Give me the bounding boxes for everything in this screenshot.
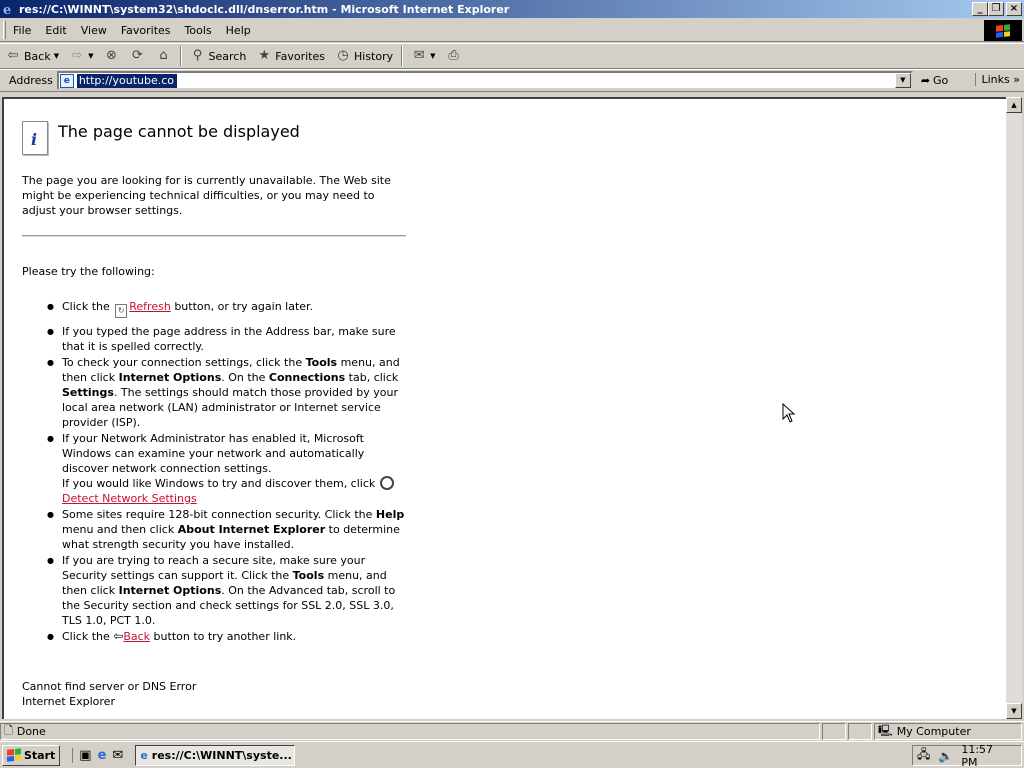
stop-icon: ⊗ [106,48,117,63]
menu-tools[interactable]: Tools [184,23,212,37]
computer-icon: 🖳 [878,723,893,737]
item-text: Click the [62,300,110,313]
security-zone [874,723,1022,740]
list-item [22,324,412,354]
outlook-express-icon[interactable]: ✉ [112,747,124,763]
address-field[interactable] [57,71,913,90]
try-heading: Please try the following: [22,265,155,278]
mouse-cursor-icon [782,403,796,423]
windows-flag-icon [7,748,21,761]
favorites-icon: ★ [258,48,271,63]
ie-icon: e [140,748,148,762]
show-desktop-icon[interactable]: ▣ [79,747,92,763]
detect-network-icon [380,476,394,490]
list-item [22,355,412,430]
forward-dropdown-icon[interactable]: ▼ [88,52,94,60]
go-button[interactable] [921,74,948,87]
item-text: Click the [62,630,110,643]
divider [22,235,406,237]
task-label: res://C:\WINNT\syste... [151,748,292,762]
list-item [22,629,412,644]
back-arrow-icon: ⇦ [113,629,124,643]
home-icon: ⌂ [159,48,168,63]
restore-button[interactable]: ❐ [988,2,1004,16]
list-item [22,507,412,552]
info-icon: i [22,121,48,155]
clock[interactable]: 11:57 PM [961,742,994,768]
item-text: to determine what strength security you have installed. [62,523,400,551]
ie-icon [2,2,16,16]
menu-view[interactable]: View [80,23,107,37]
item-bold: About Internet Explorer [177,523,326,536]
refresh-link[interactable]: Refresh [129,300,171,313]
print-button[interactable] [441,45,467,67]
title-bar [0,0,1024,18]
standard-toolbar [0,43,1024,69]
back-arrow-icon: ⇦ [7,48,19,63]
item-text: button, or try again later. [174,300,314,313]
status-bar [0,721,1024,740]
list-item [22,431,412,506]
network-icon[interactable]: 🖧 [917,747,931,761]
search-icon: ⚲ [192,48,203,63]
item-text: . On the Advanced tab, scroll to the Security section and check settings for SSL 2.0, SSL 3.0, TLS 1.0, PCT 1.0. [62,584,396,627]
back-label: Back [24,49,51,63]
start-button[interactable] [2,745,60,766]
links-button[interactable]: Links » [975,73,1021,86]
item-bold: Tools [292,569,325,582]
item-text: If you typed the page address in the Address bar, make sure that it is spelled correctly. [62,325,396,353]
item-bold: Internet Options [118,584,222,597]
quick-launch [72,748,123,763]
item-bold: Connections [268,371,346,384]
status-cell [822,723,846,740]
home-button[interactable] [151,45,177,67]
favorites-button[interactable] [251,45,330,67]
item-text: menu, and then click [62,569,387,597]
address-dropdown-icon[interactable]: ▼ [895,73,911,88]
page-title: The page cannot be displayed [58,122,300,141]
item-text: If you would like Windows to try and discover them, click [62,477,376,490]
item-text: menu and then click [62,523,175,536]
volume-icon[interactable]: 🔈 [938,748,954,763]
back-dropdown-icon[interactable]: ▼ [53,52,60,60]
system-tray [912,742,1022,768]
svg-text:e: e [3,3,12,16]
mail-dropdown-icon[interactable]: ▼ [430,52,436,60]
refresh-button[interactable] [125,45,151,67]
favorites-label: Favorites [275,49,325,63]
toolbar-separator [180,46,182,66]
vertical-scrollbar[interactable] [1006,97,1022,719]
address-bar [0,69,1024,92]
toolbar-separator [401,46,403,66]
page-content [2,97,1006,719]
forward-button[interactable] [64,45,98,67]
window-title: res://C:\WINNT\system32\shdoclc.dll/dnserror.htm - Microsoft Internet Explorer [19,2,510,16]
refresh-icon: ⟳ [132,48,143,63]
menu-help[interactable]: Help [225,23,251,37]
ie-launch-icon[interactable]: e [97,747,107,763]
item-bold: Tools [305,356,338,369]
suggestion-list [22,299,412,645]
zone-label: My Computer [896,724,971,738]
history-button[interactable] [330,45,398,67]
links-label: Links [981,73,1010,86]
menu-file[interactable]: File [13,23,32,37]
mail-icon: ✉ [413,48,425,63]
error-intro: The page you are looking for is currently unavailable. The Web site might be experiencing technical difficulties, or you may need to adjust your browser settings. [22,174,391,217]
scroll-down-icon[interactable]: ▼ [1006,703,1022,719]
item-bold: Help [375,508,405,521]
status-text: Done [16,724,46,738]
page-icon: e [60,74,74,88]
item-text: . On the [221,371,266,384]
mail-button[interactable] [406,45,440,67]
print-icon: ⎙ [448,48,459,63]
stop-button[interactable] [99,45,125,67]
menu-edit[interactable]: Edit [45,23,67,37]
scroll-up-icon[interactable]: ▲ [1006,97,1022,113]
list-item [22,553,412,628]
menu-favorites[interactable]: Favorites [120,23,171,37]
item-text: button to try another link. [153,630,297,643]
minimize-button[interactable]: _ [972,2,988,16]
page-done-icon: 🗋 [4,723,13,737]
address-input[interactable] [77,74,177,88]
item-text: To check your connection settings, click the [62,356,303,369]
windows-logo [984,20,1022,41]
error-code: Cannot find server or DNS Error [22,680,197,693]
item-text: If you are trying to reach a secure site, make sure your Security settings can support it. Click the [62,554,366,582]
back-link[interactable]: Back [123,630,151,643]
item-text: If your Network Administrator has enabled it, Microsoft Windows can examine your network and automatically discover network connection settings. [62,432,365,475]
status-cell [848,723,872,740]
item-bold: Settings [62,386,114,399]
forward-arrow-icon: ⇨ [71,48,83,63]
item-text: menu, and then click [62,356,400,384]
item-text: Some sites require 128-bit connection security. Click the [62,508,373,521]
error-source: Internet Explorer [22,695,115,708]
go-arrow-icon: ➦ [920,74,931,87]
taskbar [0,741,1024,768]
list-item [22,299,412,318]
search-button[interactable] [185,45,252,67]
go-label: Go [933,74,949,87]
taskbar-ie-window[interactable] [135,745,295,766]
back-button[interactable] [0,45,64,67]
address-label: Address [9,74,53,87]
status-text-area [0,723,820,740]
item-text: . The settings should match those provided by your local area network (LAN) administrator or Internet service provider (ISP). [62,386,398,429]
history-label: History [354,49,394,63]
search-label: Search [208,49,247,63]
history-icon: ◷ [337,48,349,63]
detect-network-link[interactable]: Detect Network Settings [62,492,197,505]
start-label: Start [24,748,56,762]
menu-bar [0,19,1024,42]
item-text: tab, click [348,371,399,384]
item-bold: Internet Options [118,371,222,384]
error-footer [22,679,196,709]
refresh-icon: ↻ [115,304,127,318]
close-button[interactable]: × [1006,2,1022,16]
